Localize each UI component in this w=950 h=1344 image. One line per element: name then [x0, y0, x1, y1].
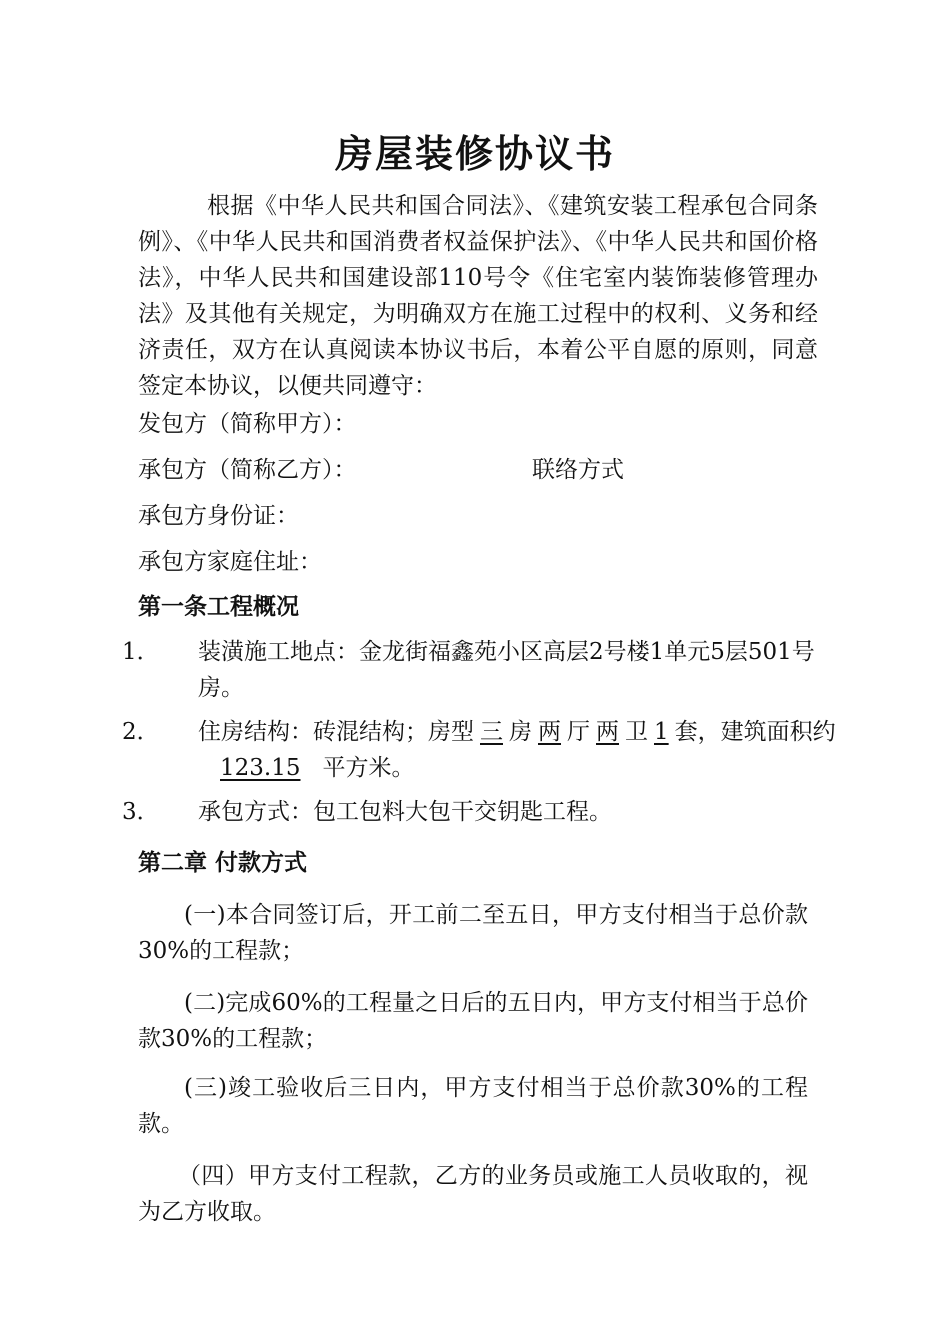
item-number: 2．: [122, 719, 160, 745]
sets-value: 1: [654, 719, 669, 745]
section1-item-3: [122, 794, 858, 830]
section1-item-2: [122, 714, 858, 786]
halls-unit: 厅: [567, 719, 590, 745]
area-value: 123.15: [220, 755, 301, 781]
address-field: 承包方家庭住址：: [138, 549, 322, 575]
item-number: 3．: [122, 799, 160, 825]
baths-unit: 卫: [625, 719, 648, 745]
section2-heading: 第二章 付款方式: [138, 849, 308, 876]
rooms-value: 三: [480, 719, 503, 745]
contact-field: 联络方式: [532, 457, 624, 483]
item-number: 1．: [122, 639, 160, 665]
item-text: 装潢施工地点：金龙街福鑫苑小区高层2号楼1单元5层501号房。: [198, 639, 815, 701]
payment-clause-1: (一)本合同签订后，开工前二至五日，甲方支付相当于总价款30%的工程款；: [138, 902, 808, 964]
rooms-unit: 房: [509, 719, 532, 745]
payment-clause-2: (二)完成60%的工程量之日后的五日内，甲方支付相当于总价款30%的工程款；: [138, 990, 808, 1052]
structure-label: 住房结构：砖混结构；房型: [198, 719, 474, 745]
intro-paragraph: 根据《中华人民共和国合同法》、《建筑安装工程承包合同条例》、《中华人民共和国消费者权益保护法》、《中华人民共和国价格法》，中华人民共和国建设部110号令《住宅室内装饰装修管理办法》及其他有关规定，为明确双方在施工过程中的权利、义务和经济责任，双方在认真阅读本协议书后，本着公平自愿的原则，同意签定本协议，以便共同遵守：: [138, 193, 818, 399]
area-unit: 平方米。: [322, 755, 415, 781]
baths-value: 两: [596, 719, 619, 745]
section1-item-1: [122, 634, 858, 706]
payment-clause-3: (三)竣工验收后三日内，甲方支付相当于总价款30%的工程款。: [138, 1075, 808, 1137]
party-a-field: 发包方（简称甲方）：: [138, 411, 357, 437]
item-text: 承包方式：包工包料大包干交钥匙工程。: [198, 799, 612, 825]
id-card-field: 承包方身份证：: [138, 503, 299, 529]
document-title: 房屋装修协议书: [334, 131, 615, 176]
party-b-field: 承包方（简称乙方）：: [138, 457, 357, 483]
payment-clause-4: （四）甲方支付工程款，乙方的业务员或施工人员收取的，视为乙方收取。: [138, 1163, 808, 1225]
section1-heading: 第一条工程概况: [138, 593, 299, 620]
halls-value: 两: [538, 719, 561, 745]
sets-suffix: 套，建筑面积约: [674, 719, 836, 745]
